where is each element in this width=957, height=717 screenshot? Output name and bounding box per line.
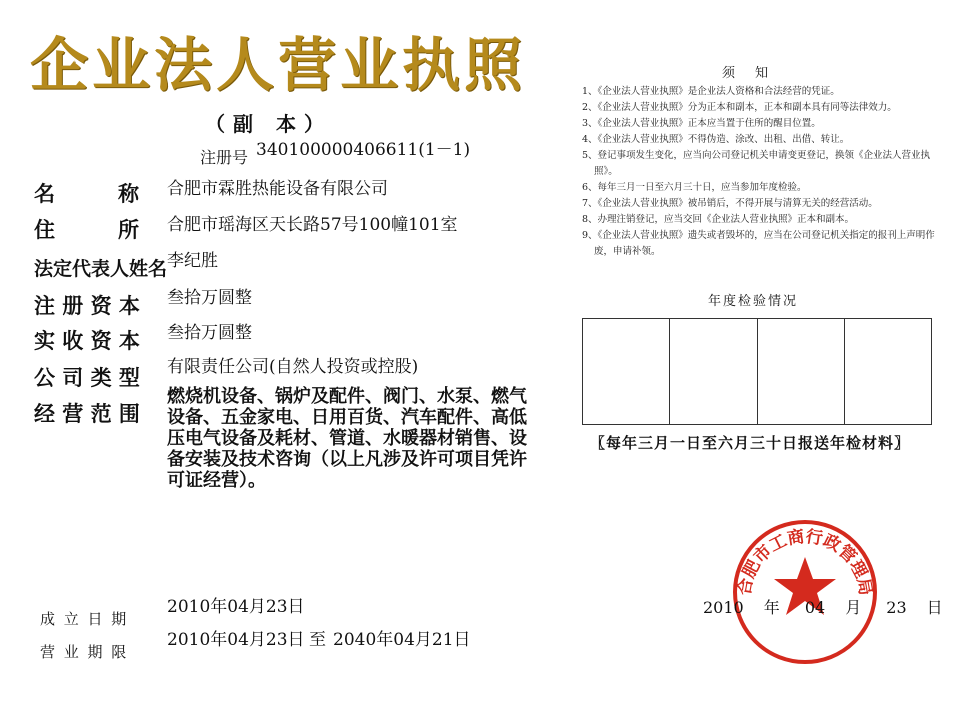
business-term-label: 营 业 期 限 — [40, 643, 129, 661]
business-term-start: 2010年04月23日 — [167, 630, 305, 650]
inspection-box — [845, 319, 931, 424]
notice-list — [582, 84, 942, 260]
notice-item: 6、每年三月一日至六月三十日，应当参加年度检验。 — [582, 182, 807, 193]
field-label-paid-capital: 实 收 资 本 — [34, 328, 140, 353]
field-value-address: 合肥市瑶海区天长路57号100幢101室 — [167, 215, 458, 235]
field-label-company-type: 公 司 类 型 — [34, 365, 140, 390]
document-subtitle: （副 本） — [205, 112, 332, 136]
field-value-paid-capital: 叁拾万圆整 — [167, 323, 252, 343]
annual-inspection-title: 年度检验情况 — [708, 294, 799, 309]
annual-inspection-boxes — [582, 318, 932, 425]
issue-month-unit: 月 — [845, 598, 862, 617]
issue-day-unit: 日 — [926, 598, 943, 617]
seal-text: 合肥市工商行政管理局 — [734, 526, 876, 597]
field-value-name: 合肥市霖胜热能设备有限公司 — [167, 179, 388, 199]
notice-title: 须知 — [722, 66, 789, 81]
business-term-end: 2040年04月21日 — [333, 630, 471, 650]
field-value-legal-representative: 李纪胜 — [167, 251, 218, 271]
issue-year: 2010 — [703, 598, 744, 617]
notice-item: 5、登记事项发生变化，应当向公司登记机关申请变更登记，换领《企业法人营业执照》。 — [582, 150, 931, 177]
issue-day: 23 — [886, 598, 907, 617]
field-label-name: 名 称 — [34, 181, 139, 206]
established-date-label: 成 立 日 期 — [40, 610, 129, 628]
notice-item: 1、《企业法人营业执照》是企业法人资格和合法经营的凭证。 — [582, 86, 840, 97]
issue-month: 04 — [804, 598, 826, 617]
field-value-company-type: 有限责任公司(自然人投资或控股) — [167, 357, 419, 377]
inspection-box — [583, 319, 670, 424]
field-value-business-scope: 燃烧机设备、锅炉及配件、阀门、水泵、燃气设备、五金家电、日用百货、汽车配件、高低压电气设备及耗材、管道、水暖器材销售、设备安装及技术咨询（以上凡涉及许可项目凭许可证经营）。 — [167, 386, 527, 491]
field-value-registered-capital: 叁拾万圆整 — [167, 288, 252, 308]
annual-inspection-note: 〖每年三月一日至六月三十日报送年检材料〗 — [590, 434, 911, 452]
notice-item: 7、《企业法人营业执照》被吊销后，不得开展与清算无关的经营活动。 — [582, 198, 878, 209]
field-label-address: 住 所 — [34, 217, 139, 242]
inspection-box — [758, 319, 845, 424]
field-label-legal-representative: 法定代表人姓名 — [34, 258, 168, 280]
field-label-business-scope: 经 营 范 围 — [34, 401, 140, 426]
document-title: 企业法人营业执照 — [30, 31, 527, 99]
official-seal-icon — [730, 517, 880, 667]
notice-item: 4、《企业法人营业执照》不得伪造、涂改、出租、出借、转让。 — [582, 134, 850, 145]
business-term-to: 至 — [309, 630, 326, 650]
issue-year-unit: 年 — [763, 598, 780, 617]
notice-item: 9、《企业法人营业执照》遗失或者毁坏的，应当在公司登记机关指定的报刊上声明作废，申请补领。 — [582, 230, 935, 257]
field-label-registered-capital: 注 册 资 本 — [34, 293, 140, 318]
registration-label: 注册号 — [200, 148, 249, 167]
notice-item: 3、《企业法人营业执照》正本应当置于住所的醒目位置。 — [582, 118, 821, 129]
inspection-box — [670, 319, 757, 424]
issue-date — [703, 595, 957, 618]
registration-number: 340100000406611(1－1) — [256, 140, 471, 160]
established-date-value: 2010年04月23日 — [167, 597, 305, 617]
notice-item: 2、《企业法人营业执照》分为正本和副本，正本和副本具有同等法律效力。 — [582, 102, 897, 113]
notice-item: 8、办理注销登记，应当交回《企业法人营业执照》正本和副本。 — [582, 214, 855, 225]
